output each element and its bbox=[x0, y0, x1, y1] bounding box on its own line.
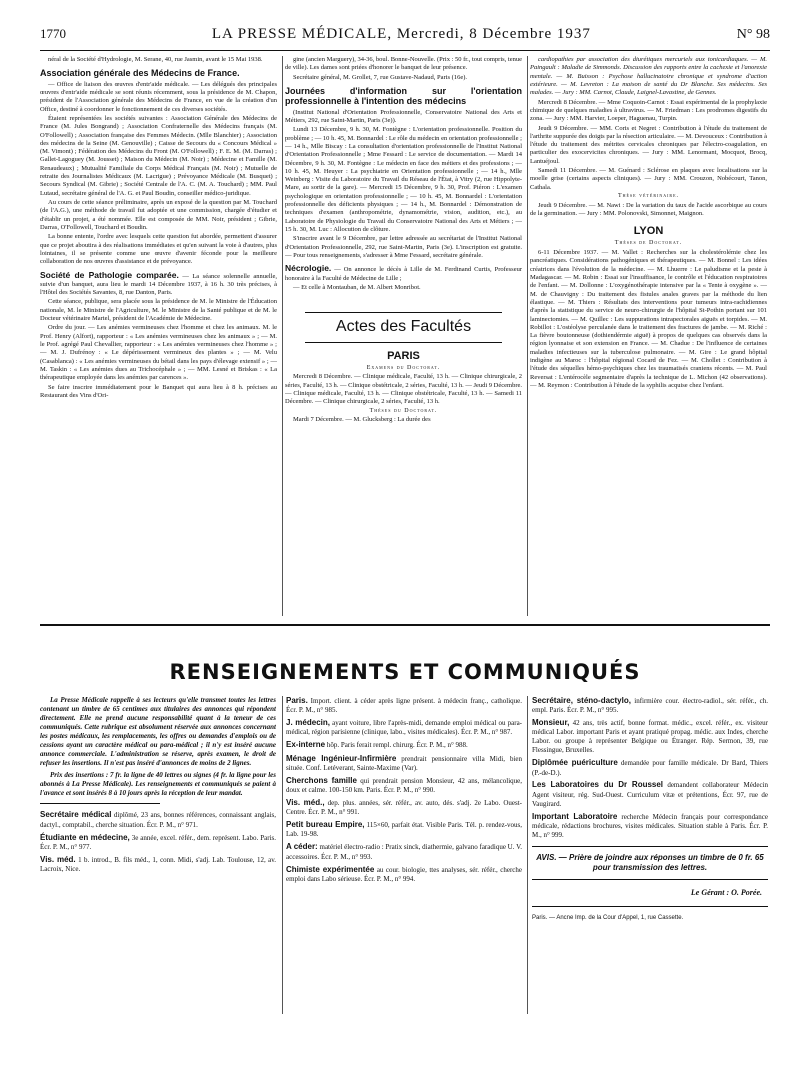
paragraph: — Office de liaison des œuvres d'entr'aide médicale. — Les délégués des principales œuvres d'entr'aide médicale se sont réunis récemment, sous la présidence de M. Chapon, président de l'Association générale des Médecins de France, en vue de la création d'un Office, destiné à coordonner le fonctionnement de ces diverses sociétés. bbox=[40, 80, 277, 113]
classified-ad: Chimiste expérimentée au cour. biologie, ttes analyses, sér. référ., cherche emploi dans Labo sérieuse. Écr. P. M., n° 994. bbox=[286, 864, 522, 883]
section-rule bbox=[40, 624, 770, 626]
classified-ad: Les Laboratoires du Dr Roussel demandent collaborateur Médecin Agent visiteur, rég. Sud-Ouest. Curriculum vitæ et prétentions, Écr. 97, rue de Vaugirard. bbox=[532, 780, 768, 808]
classified-ad: Vis. méd., dep. plus. années, sér. référ., av. auto, dés. s'adj. 2e Labo. Ouest-Centre. Écr. P. M., n° 991. bbox=[286, 797, 522, 817]
section-heading: Association générale des Médecins de France. bbox=[40, 68, 240, 79]
subheading: Examens du Doctorat. bbox=[366, 364, 441, 371]
classified-ad: A céder: matériel électro-radio : Pratix sinck, diathermie, galvano faradique U. V. accessoires. Écr. P. M., n° 993. bbox=[286, 842, 522, 861]
city-heading: LYON bbox=[633, 225, 664, 238]
paragraph: — On annonce le décès à Lille de M. Ferdinand Curtis, Professeur honoraire à la Faculté de Médecine de Lille ; bbox=[285, 266, 522, 282]
classified-ad: Secrétaire médical diplômé, 23 ans, bonnes références, connaissant anglais, dactyl., comptabil., cherche situation. Écr. P. M., n° 971. bbox=[40, 810, 276, 829]
section-heading: Nécrologie. bbox=[285, 263, 332, 274]
page-header bbox=[40, 26, 770, 48]
section-heading: Société de Pathologie comparée. bbox=[40, 269, 179, 280]
classified-ad: Ex-interne hôp. Paris ferait rempl. chirurg. Écr. P. M., n° 988. bbox=[286, 740, 468, 750]
header-rule bbox=[40, 50, 770, 51]
actes-block bbox=[285, 312, 522, 363]
classifieds-columns bbox=[40, 696, 770, 1016]
upper-columns bbox=[40, 56, 770, 616]
classified-ad: Petit bureau Empire, 115×60, parfait état. Visible Paris. Tél. p. rendez-vous, Lab. 19-98. bbox=[286, 820, 522, 839]
notice-intro: La Presse Médicale rappelle à ses lecteurs qu'elle transmet toutes les lettres contenant un timbre de 65 centimes aux titulaires des annonces qui répondent directement. Elle ne prend aucune responsabilité quant à la teneur de ces communiqués. Cette rubrique est absolument réservée aux annonces concernant les postes médicaux, les remplacements, les offres ou demandes d'emplois ou de cessions ayant un caractère médical ou para-médical ; il n'y est inséré aucune annonce commerciale. L'administration se réserve, après examen, le droit de refuser les insertions. Il n'est pas inséré d'annonces de moins de 2 lignes. bbox=[40, 696, 276, 767]
paragraph: Jeudi 9 Décembre. — MM. Coris et Negret : Contribution à l'étude du traitement de l'arthrite suppurée des doigts par la résection articulaire. — M. Devouceux : Contribution à l'étude du traitement des métrites cervicales chroniques par l'électro-coagulation, en particulier des exocervicites chroniques. — Jury : MM. Lenormant, Mocquot, Brocq, Lantuéjoul. bbox=[530, 124, 767, 165]
column-1 bbox=[40, 56, 277, 616]
classified-ad: Vis. méd. 1 b. introd., B. fils méd., 1, conn. Midi, s'adj. Lab. Toulouse, 12, av. Lacroix, Nice. bbox=[40, 854, 276, 874]
city-heading: PARIS bbox=[387, 349, 420, 362]
paragraph: La bonne entente, l'ordre avec lesquels cette question fut abordée, permettent d'assurer que ce projet aboutira à des réalisations immédiates et qu'en suivant la voie à d'autres, plus lointaines, il se présente comme une œuvre d'avenir féconde pour la meilleure collaboration de nos œuvres d'assistance et de prévoyance. bbox=[40, 233, 277, 266]
classified-ad: J. médecin, ayant voiture, libre l'après-midi, demande emploi médical ou para-médical, région parisienne (clinique, labo., visites médicales). Écr. P. M., n° 987. bbox=[286, 718, 522, 737]
paragraph: 6-11 Décembre 1937. — M. Vallet : Recherches sur la cholestérolémie chez les pancréatiques. Considérations pathogéniques et thérapeutiques. — M. Bonnel : Les idées créatrices dans l'évolution de la médecine. — M. Lhuerre : Le paludisme et la peste à Madagascar. — M. Robin : Essai sur l'insuffisance, le contrôle et l'éducation respiratoires de l'enfant. — M. Dollonne : L'oxygénothérapie intensive par la « Tente à oxygène ». — M. de Chauvigny : Du traitement des fistules anales graves par la méthode du lien élastique. — M. Thiers : Résultats des interventions pour tumeurs intra-rachidiennes d'après la statistique du service de neuro-chirurgie de l'hôpital St-Pothin portant sur 101 laminectomies. — M. Quillec : Les suppurations intrapectorales aiguës et torpides. — M. Robillot : L'ostéolyse perculanée dans le traitement des fractures de jambe. — M. Riché : La fièvre boutonneuse (dothiendérmie aiguë) à propos de quelques cas observés dans la région lyonnaise et son extension en France. — M. Chadue : De l'influence de certaines maladies infectieuses sur la tuberculose pulmonaire. — M. Gire : Le grand hôpital indigène au Maroc : l'hôpital régional Cocard de Fez. — M. Chollet : Contribution à l'étude des séquelles hémo-psychiques chez les traumatisés craniens récents. — M. Paul Reversat : L'entérocèle segmentaire d'après la technique de L. Michon (42 observations). — M. Reymon : Contribution à l'étude de la syphilis acquise chez l'enfant. bbox=[530, 249, 767, 390]
paragraph: Mardi 7 Décembre. — M. Glucksberg : La durée des bbox=[293, 416, 431, 424]
classified-ad: Diplômée puériculture demandée pour famille médicale. Dr Bard, Thiers (P.-de-D.). bbox=[532, 758, 768, 777]
paragraph: Mercredi 8 Décembre. — Mme Coquoin-Carnot : Essai expérimental de la prophylaxie chimique de quelques maladies à ultravirus. — M. Friedman : Les prodromes digestifs du zona. — Jury : MM. Harvier, Loeper, Haguenau, Turpin. bbox=[530, 98, 767, 123]
column-2 bbox=[285, 56, 522, 616]
paragraph: (Institut National d'Orientation Professionnelle, Conservatoire National des Arts et Métiers, 292, rue Saint-Martin, Paris (3e)). bbox=[285, 108, 522, 124]
paragraph: S'inscrire avant le 9 Décembre, par lettre adressée au secrétariat de l'Institut National d'Orientation Professionnelle, 292, rue Saint-Martin, Paris (3e). L'inscription est gratuite. — Pour tous renseignements, s'adresser à Mme Fessard, secrétaire générale. bbox=[285, 235, 522, 259]
classifieds-column-3 bbox=[532, 696, 768, 1016]
printer-line: Paris. — Ancne Imp. de la Cour d'Appel, 1, rue Cassette. bbox=[532, 915, 684, 922]
subheading: Thèses du Doctorat. bbox=[369, 407, 438, 414]
classified-ad: Étudiante en médecine, 3e année, excel. référ., dem. représent. Labo. Paris. Écr. P. M., n° 977. bbox=[40, 832, 276, 851]
column-3 bbox=[530, 56, 767, 616]
paragraph: Lundi 13 Décembre, 9 h. 30, M. Fontègne : L'orientation professionnelle. Position du problème ; — 10 h. 45, M. Bonnardel : Le rôle du médecin en orientation professionnelle ; — 14 h., Mlle Biscay : La consultation d'orientation professionnelle de l'Institut National d'Orientation Professionnelle ; Mme Fessard : Le service de documentation. — Mardi 14 Décembre, 9 h. 30, M. Fontègne : Le médecin en face des métiers et des professions ; — 10 h. 45, M. Heuyer : La psychiatrie en Orientation professionnelle ; — 14 h., Mlle Weinberg : Visite du Laboratoire du Travail du Réseau de l'État, à Vitry (2, rue Hippolyte-Mare, au sortir de la gare). — Mercredi 15 Décembre, 9 h. 30, Prof. Piéron : L'examen psychologique en orientation professionnelle ; — 10 h. 45, M. Bonnardel : L'orientation professionnelle des déficients physiques ; — 14 h., M. Bonnardel : Démonstration de techniques d'examen (anthropométrie, dynamométrie, vision, audition, etc.), au Laboratoire de Physiologie du Travail du Conservatoire National des Arts et Métiers ; — 15 h. 30, M. Luc : Allocution de clôture. bbox=[285, 126, 522, 233]
divider bbox=[532, 906, 768, 907]
section-title: RENSEIGNEMENTS ET COMMUNIQUÉS bbox=[169, 660, 641, 684]
paragraph: Se faire inscrire immédiatement pour le Banquet qui aura lieu à 8 h. précises au Restaurant des Vins d'Ori- bbox=[40, 383, 277, 399]
paragraph: Étaient représentées les sociétés suivantes : Association Générale des Médecins de France (M. Jules Bongrand) ; Association Confraternelle des Médecins français (M. O'Followell) ; Association française des Femmes Médecin. (Mlle Blanchier) ; Association des médecins de la Seine (M. Genouville) ; Caisse de Secours du « Concours Médical » (M. Vimont) ; Fédération des Médecins du Front (M. O'Followell) ; F. E. M. (M. Darras) ; Gallet-Lagoguey (M. Jousset) ; Maison du Médecin (M. Noir) ; Médecine et Famille (M. Renaudeaux) ; Mutualité Familiale du Corps Médical Français (M. Noir) ; Mutuelle de retraite des Journalistes Médicaux (M. Lacrigue) ; Prévoyance Médicale (M. Busquet) ; Secours Syndical (M. Gibrie) ; Société Centrale de l'A. C. (M. A. Touchard) ; MM. Paul Lutaud, secrétaire général de l'A. G. et Paul Boudin, conseiller médico-juridique. bbox=[40, 114, 277, 197]
paragraph: néral de la Société d'Hydrologie, M. Serane, 40, rue Jasmin, avant le 15 Mai 1938. bbox=[48, 56, 263, 63]
divider bbox=[532, 879, 768, 880]
subheading: Thèses de Doctorat. bbox=[614, 240, 683, 247]
page-number: 1770 bbox=[40, 26, 66, 41]
classifieds-column-2 bbox=[286, 696, 522, 1016]
divider bbox=[40, 803, 160, 804]
divider bbox=[305, 342, 502, 343]
paragraph: gine (ancien Marguery), 34-36, boul. Bonne-Nouvelle. (Prix : 50 fr., tout compris, tenue de ville). Les dames sont priées d'honorer le banquet de leur présence. bbox=[285, 56, 522, 72]
classified-ad: Cherchons famille qui prendrait pension Monsieur, 42 ans, mélancolique, doux et calme. 100-150 km. Paris. Écr. P. M., n° 990. bbox=[286, 775, 522, 795]
section-heading: Journées d'information sur l'orientation professionnelle à l'intention des médecins bbox=[285, 85, 522, 107]
paragraph: cardiopathies par association des diurétiques mercuriels aux tonicardiaques. — M. Paingault : Maladie de Simmonds. Discussion des rapports entre la cachexie et l'anorexie mentale. — M. Buisson : Psychose hallucinatoire chronique et syndrome d'action extérieure. — M. Levreton : La maison de santé du Dr Blanche. Ses médecins. Ses malades. — Jury : MM. Carnot, Claude, Laignel-Lavastine, de Gennes. bbox=[530, 56, 767, 97]
paragraph: — Et celle à Montauban, de M. Albert Monribot. bbox=[293, 283, 421, 291]
paragraph: Samedi 11 Décembre. — M. Guénard : Sclérose en plaques avec localisations sur la moelle grise (certains aspects cliniques). — Jury : MM. Crouzon, Nobécourt, Tanon, Cathala. bbox=[530, 167, 767, 191]
gerant-signature: Le Gérant : O. Porée. bbox=[690, 888, 762, 898]
classified-ad: Secrétaire, sténo-dactylo, infirmière cour. électro-radiol., sér. référ., ch. empl. Paris. Écr. P. M., n° 995. bbox=[532, 696, 768, 715]
divider bbox=[532, 846, 768, 847]
paragraph: — La séance solennelle annuelle, suivie d'un banquet, aura lieu le mardi 14 Décembre 1937, à 16 h. 30 très précises, à l'Hôtel des Sociétés Savantes, 8, rue Danton, Paris. bbox=[40, 272, 277, 297]
classifieds-column-1 bbox=[40, 696, 276, 1016]
classified-ad: Ménage Ingénieur-Infirmière prendrait pensionnaire villa Midi, bien située. Conf. Letéverant, Sainte-Maxime (Var). bbox=[286, 753, 522, 772]
classified-ad: Monsieur, 42 ans, très actif, bonne format. médic., excel. référ., ex. visiteur médical Labor. important Paris et ayant pratiqué propag. médic. aux Indes, cherche Labor. ou groupe à représenter Belgique ou Étranger. Rép. Sermon, 39, rue Flessingue, Bruxelles. bbox=[532, 718, 768, 755]
paragraph: Au cours de cette séance préliminaire, après un exposé de la question par M. Touchard (de l'A.G.), une méthode de travail fut adoptée et une commission, chargée d'étudier et d'établir un projet, a été nommée. Elle est composée de MM. Noir, président ; Gibrie, Darras, O'Followell, Touchard et Boudin. bbox=[40, 199, 277, 231]
paragraph: Cette séance, publique, sera placée sous la présidence de M. le Ministre de l'Éducation nationale, M. le Ministre de l'Agriculture, M. le Ministre de la Santé publique et de M. le Docteur vétérinaire Martel, président de l'Académie de Médecine. bbox=[40, 298, 277, 323]
subheading: Thèse vétérinaire. bbox=[617, 193, 680, 199]
notice-prices: Prix des insertions : 7 fr. la ligne de 40 lettres ou signes (4 fr. la ligne pour les abonnés à La Presse Médicale). Les renseignements et communiqués se paient à l'avance et sont insérés 8 à 10 jours après la réception de leur mandat. bbox=[40, 770, 276, 797]
journal-title: LA PRESSE MÉDICALE, Mercredi, 8 Décembre 1937 bbox=[211, 26, 591, 42]
actes-title: Actes des Facultés bbox=[335, 318, 472, 336]
paragraph: Secrétaire général, M. Grollet, 7, rue Gustave-Nadaud, Paris (16e). bbox=[293, 73, 467, 81]
classified-ad: Paris. Import. client. à céder après ligne présent. à médecin franç., catholique. Écr. P. M., n° 985. bbox=[286, 696, 522, 715]
paragraph: Jeudi 9 Décembre. — M. Nawi : De la variation du taux de l'acide ascorbique au cours de la germination. — Jury : MM. Polonovski, Simonnet, Maignon. bbox=[530, 201, 767, 217]
avis-notice: AVIS. — Prière de joindre aux réponses un timbre de 0 fr. 65 pour transmission des lettres. bbox=[536, 852, 764, 872]
classified-ad: Important Laboratoire recherche Médecin français pour correspondance médicale, rédactions brochures, visites médicales. Situation stable à Paris. Écr. P. M., n° 999. bbox=[532, 811, 768, 839]
paragraph: Ordre du jour. — Les anémies vermineuses chez l'homme et chez les animaux. M. le Prof. Henry (Alfort), rapporteur : « Les anémies vermineuses chez les animaux » ; — M. le Prof. agrégé Paul Chevallier, rapporteur : « Les anémies vermineuses chez l'homme » ; — M. J. Dufrénoy : « Le dépérissement vermineux des plantes » ; — M. Velu (Casablanca) : « Les anémies vermineuses du bétail dans les pays d'élevage extensif » ; — M. Taskin : « Les anémies dues au Trichocéphale » ; — MM. Lesné et Briskas : « La thérapeutique employée dans les anémies par carences ». bbox=[40, 324, 277, 382]
issue-number: N° 98 bbox=[736, 27, 770, 42]
divider bbox=[305, 312, 502, 313]
paragraph: Mercredi 8 Décembre. — Clinique médicale, Faculté, 13 h. — Clinique chirurgicale, 2 séries, Faculté, 13 h. — Clinique obstétricale, 2 séries, Faculté, 13 h. — Jeudi 9 Décembre. — Clinique médicale, Faculté, 13 h. — Clinique obstétricale, Faculté, 13 h. — Samedi 11 Décembre. — Clinique chirurgicale, 2 séries, Faculté, 13 h. bbox=[285, 373, 522, 406]
